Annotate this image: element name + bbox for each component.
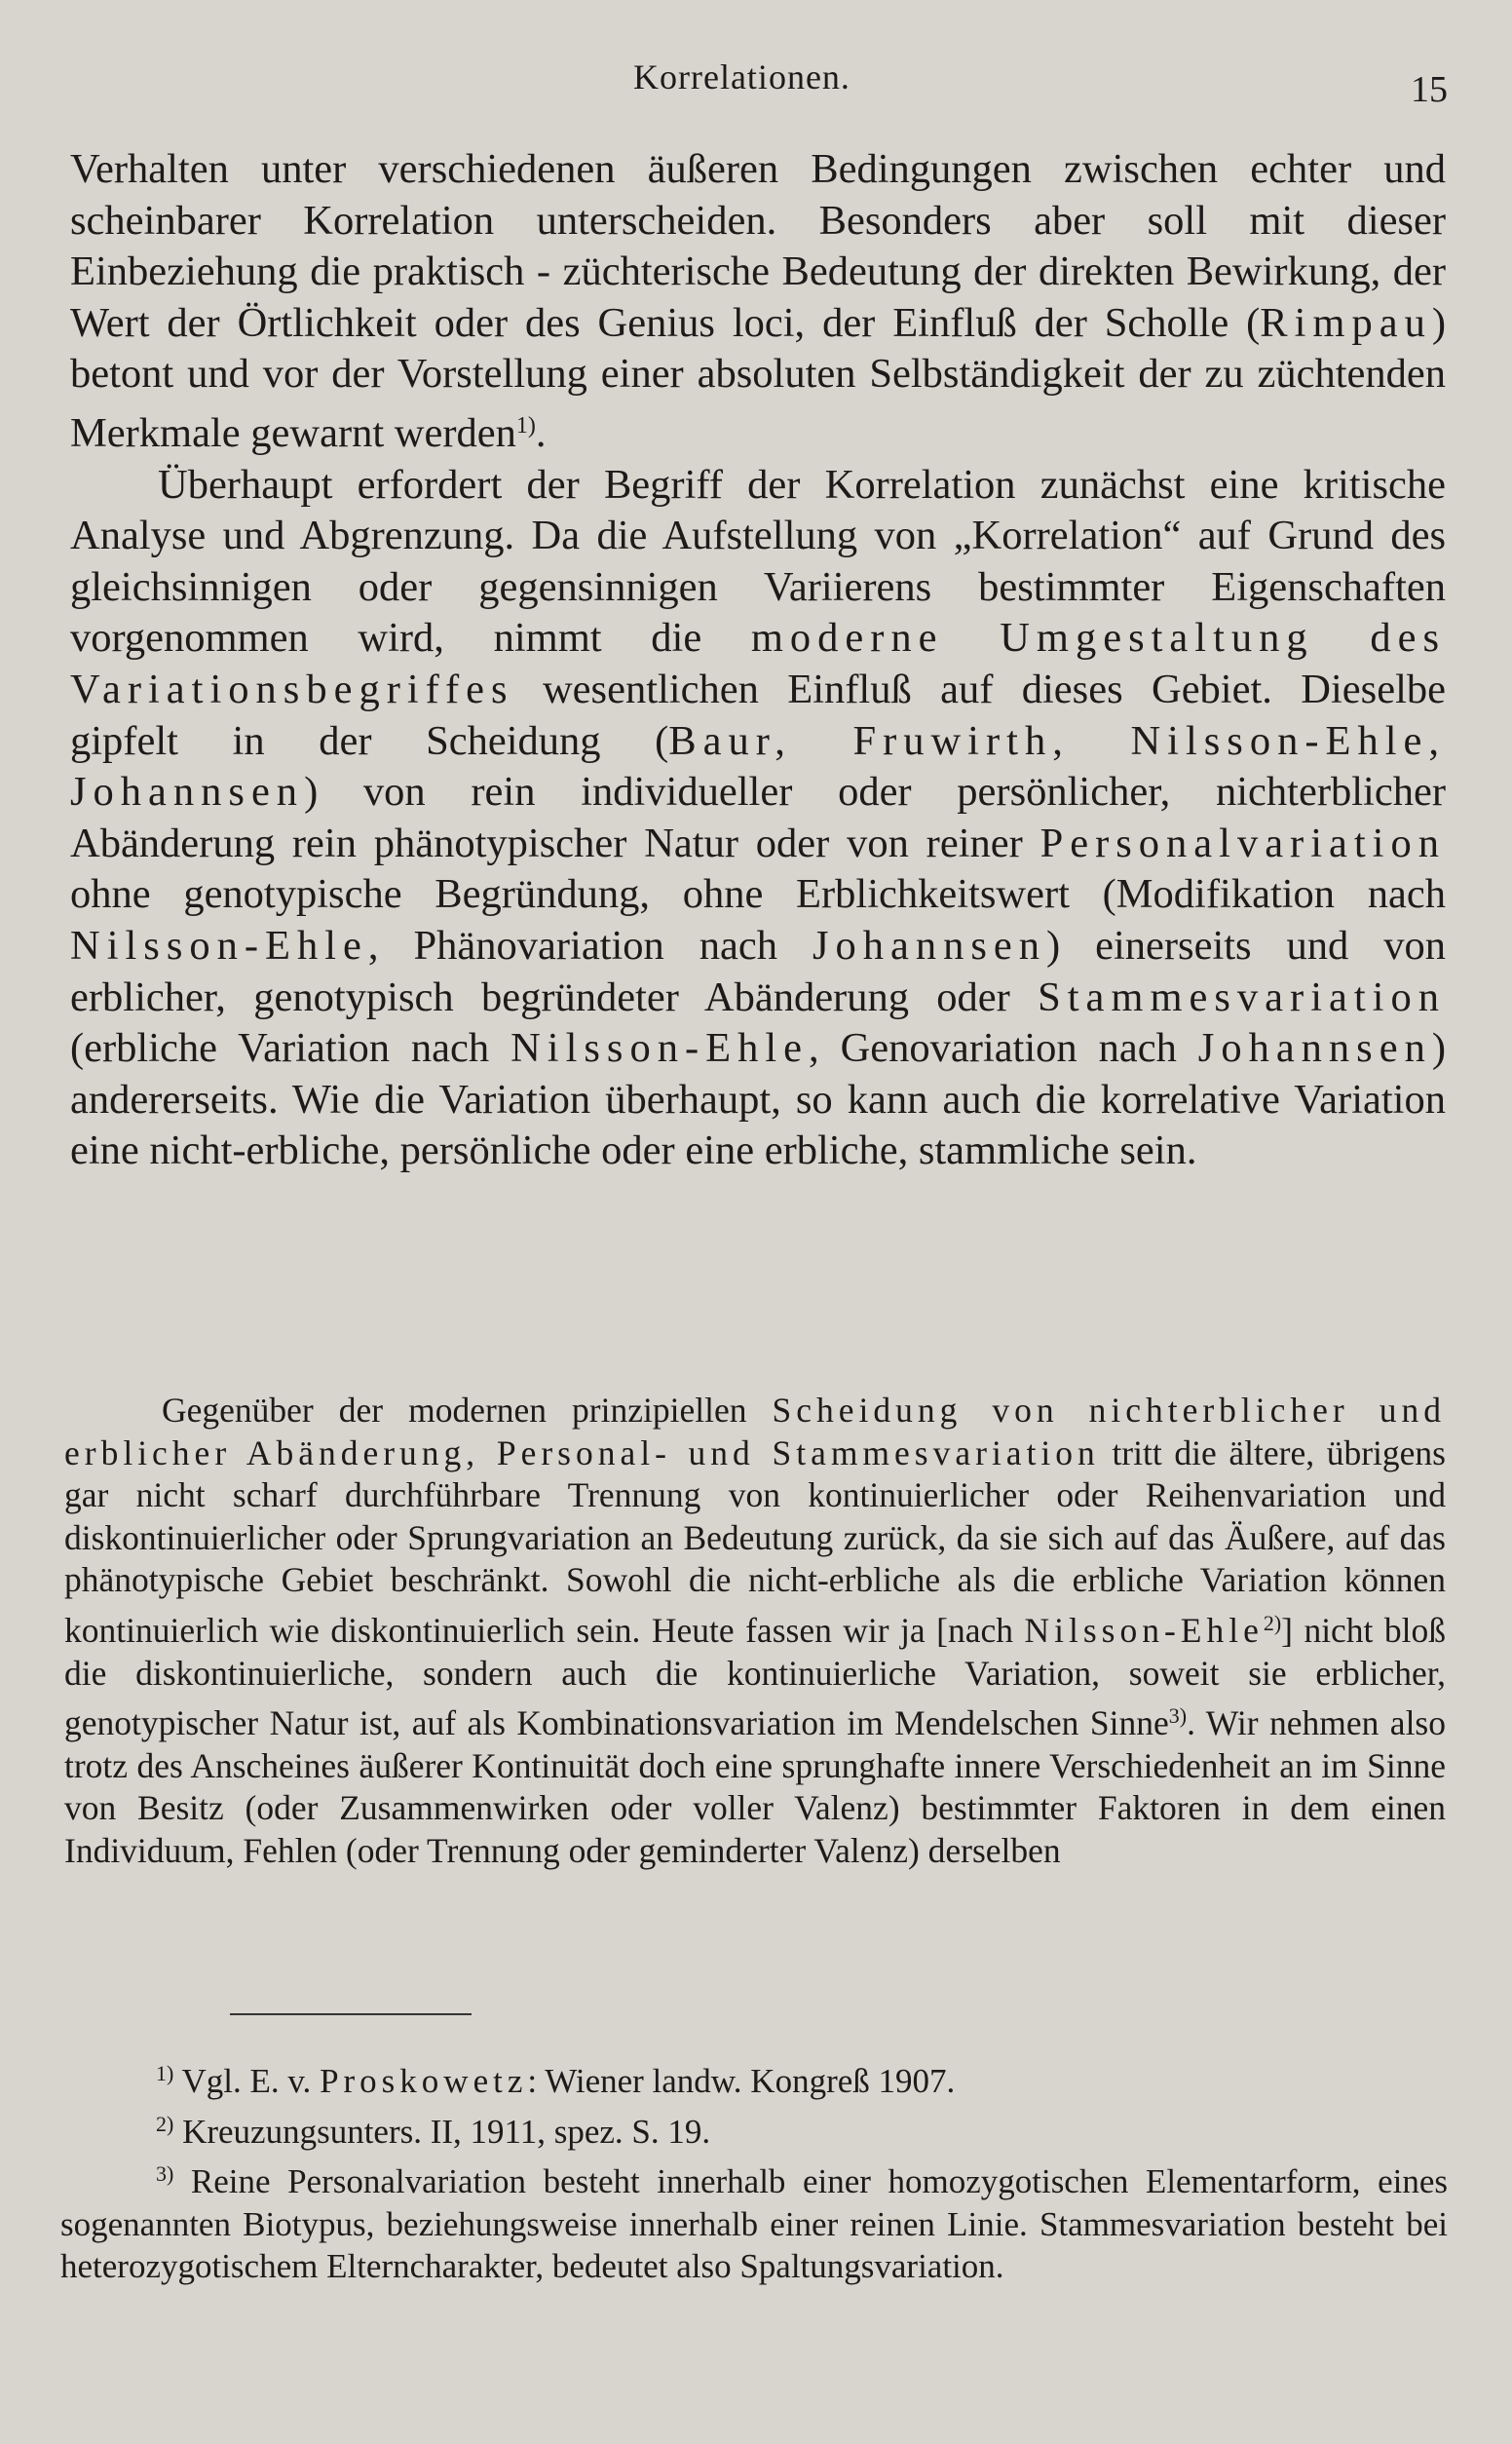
text-run: Überhaupt erfordert der Begriff der Korrelation zunächst eine kritische Analyse und Abgrenzung. Da die Aufstellung von „Korrelation“ auf Grund des gleichsinnigen oder gegensinnigen Variierens bestimmter Eigenschaften vorgenommen wird, nimmt die bbox=[70, 461, 1446, 662]
small-print-section bbox=[64, 1390, 1446, 1873]
footnote-text: Kreuzungsunters. II, 1911, spez. S. 19. bbox=[182, 2112, 711, 2151]
footnote-divider bbox=[230, 2013, 472, 2015]
footnote-text: Vgl. E. v. bbox=[181, 2062, 321, 2100]
footnote-text: Reine Personalvariation besteht innerhalb einer homozygotischen Elementarform, eines sogenannten Biotypus, beziehungsweise innerhalb einer reinen Linie. Stammesvariation besteht bei heterozygotischem Elterncharakter, bedeutet also Spaltungsvariation. bbox=[60, 2162, 1448, 2285]
footnote-mark: 2) bbox=[156, 2111, 174, 2136]
footnote-1 bbox=[60, 2052, 1448, 2103]
author-name: Nilsson-Ehle bbox=[1024, 1610, 1264, 1650]
footnotes bbox=[60, 2052, 1448, 2288]
text-run: ) andererseits. Wie die Variation überhaupt, so kann auch die korrelative Variation eine nicht-erbliche, persönliche oder eine erbliche, stammliche sein. bbox=[70, 1025, 1446, 1174]
author-name: Rimpau bbox=[1260, 299, 1432, 346]
text-run: (erbliche Variation nach bbox=[70, 1025, 511, 1072]
author-name: Nilsson-Ehle bbox=[510, 1025, 809, 1072]
author-name: Johannsen bbox=[812, 922, 1046, 969]
paragraph-1-end: . bbox=[535, 409, 547, 456]
author-name: Proskowetz bbox=[320, 2062, 528, 2100]
spaced-emphasis: moderne Umgestaltung des Variationsbegriffes bbox=[70, 615, 1446, 712]
text-run: ) von rein individueller oder persönlicher, nichterblicher Abänderung rein phänotypischer Natur oder von reiner bbox=[70, 769, 1446, 866]
footnote-reference: 2) bbox=[1263, 1610, 1282, 1635]
paragraph-1 bbox=[70, 144, 1446, 460]
text-run: , Phänovariation nach bbox=[367, 922, 813, 969]
footnote-2 bbox=[60, 2103, 1448, 2154]
main-text bbox=[70, 144, 1446, 1177]
spaced-emphasis: Personalvariation bbox=[1040, 820, 1446, 866]
running-head bbox=[0, 57, 1512, 115]
text-run: ohne genotypische Begründung, ohne Erblichkeitswert (Modifikation nach bbox=[70, 871, 1446, 918]
paragraph-1-text: Verhalten unter verschiedenen äußeren Bedingungen zwischen echter und scheinbarer Korrelation unterscheiden. Besonders aber soll mit dieser Einbeziehung die praktisch - züchterische Bedeutung der direkten Bewirkung, der Wert der Örtlichkeit oder des Genius loci, der Einfluß der Scholle ( bbox=[70, 146, 1446, 346]
paragraph-1-text-2: ) betont und vor der Vorstellung einer absoluten Selbständigkeit der zu züchtenden Merkmale gewarnt werden bbox=[70, 299, 1446, 456]
text-run: Gegenüber der modernen prinzipiellen bbox=[162, 1391, 773, 1430]
footnote-reference: 1) bbox=[515, 412, 536, 439]
running-title: Korrelationen. bbox=[633, 57, 850, 96]
footnote-mark: 3) bbox=[156, 2161, 174, 2186]
text-run: , Genovariation nach bbox=[809, 1025, 1198, 1072]
text-run: . Wir nehmen also trotz des Anscheines äußerer Kontinuität doch eine sprunghafte innere Verschiedenheit an im Sinne von Besitz (oder Zusammenwirken oder voller Valenz) bestimmter Faktoren in dem einen Individuum, Fehlen (oder Trennung oder geminderter Valenz) derselben bbox=[64, 1703, 1446, 1870]
author-name: Johannsen bbox=[1197, 1025, 1432, 1072]
spaced-emphasis: Scheidung von nichterblicher und erblicher Abänderung, Personal- und Stammesvariation bbox=[64, 1391, 1446, 1472]
text-run: ) einerseits und von erblicher, genotypisch begründeter Abänderung oder bbox=[70, 922, 1446, 1020]
paragraph-2 bbox=[70, 460, 1446, 1177]
footnote-reference: 3) bbox=[1168, 1703, 1188, 1729]
text-run: wesentlichen Einfluß auf dieses Gebiet. Dieselbe gipfelt in der Scheidung ( bbox=[70, 666, 1446, 764]
author-names: Baur, Fruwirth, Nilsson-Ehle, Johannsen bbox=[70, 717, 1446, 816]
text-run: ] nicht bloß die diskontinuierliche, sondern auch die kontinuierliche Variation, soweit sie erblicher, genotypischer Natur ist, auf als Kombinationsvariation im Mendelschen Sinne bbox=[64, 1610, 1446, 1743]
footnote-3 bbox=[60, 2153, 1448, 2288]
footnote-mark: 1) bbox=[156, 2061, 174, 2085]
paragraph-3 bbox=[64, 1390, 1446, 1873]
footnote-text: : Wiener landw. Kongreß 1907. bbox=[527, 2062, 956, 2100]
spaced-emphasis: Stammesvariation bbox=[1038, 974, 1446, 1020]
text-run: tritt die ältere, übrigens gar nicht scharf durchführbare Trennung von kontinuierlicher oder Reihenvariation und diskontinuierlicher oder Sprungvariation an Bedeutung zurück, da sie sich auf das Äußere, auf das phänotypische Gebiet beschränkt. Sowohl die nicht-erbliche als die erbliche Variation können kontinuierlich wie diskontinuierlich sein. Heute fassen wir ja [nach bbox=[64, 1432, 1446, 1650]
author-name: Nilsson-Ehle bbox=[70, 922, 368, 969]
page-number: 15 bbox=[1411, 69, 1448, 110]
